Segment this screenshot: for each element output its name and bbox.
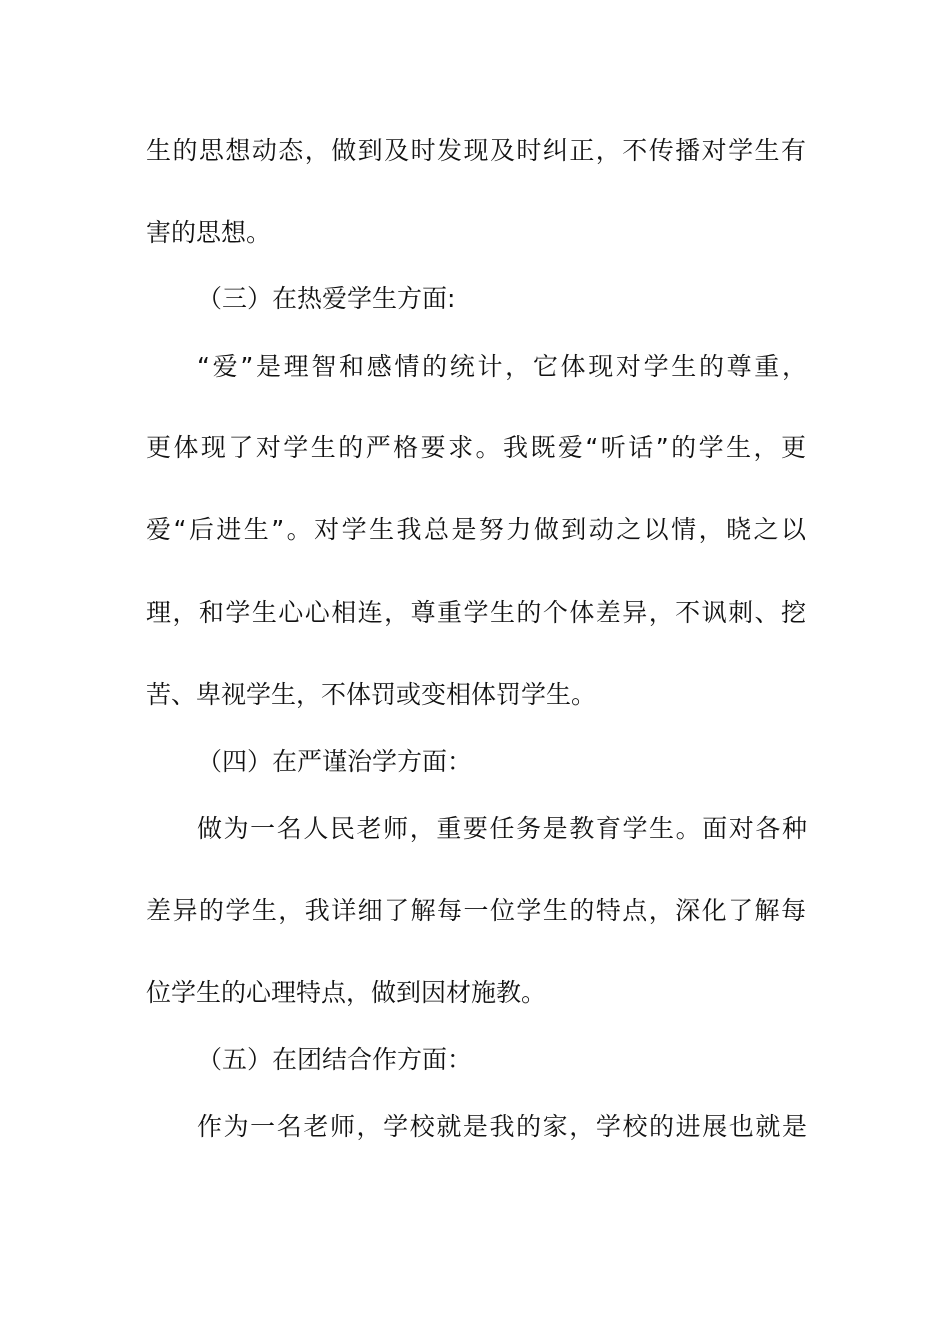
paragraph-line: 理，和学生心心相连，尊重学生的个体差异，不讽刺、挖 [146, 598, 806, 627]
paragraph-line: 生的思想动态，做到及时发现及时纠正，不传播对学生有 [146, 136, 806, 165]
paragraph-line: 作为一名老师，学校就是我的家，学校的进展也就是 [197, 1112, 807, 1141]
paragraph-line: 更体现了对学生的严格要求。我既爱“听话”的学生，更 [146, 433, 806, 462]
paragraph-line: 苦、卑视学生，不体罚或变相体罚学生。 [146, 680, 597, 709]
section-heading: （三）在热爱学生方面: [197, 284, 456, 313]
section-heading: （五）在团结合作方面： [197, 1045, 473, 1074]
paragraph-line: 做为一名人民老师，重要任务是教育学生。面对各种 [197, 814, 807, 843]
paragraph-line: 位学生的心理特点，做到因材施教。 [146, 978, 547, 1007]
paragraph-line: 害的思想。 [146, 218, 272, 247]
section-heading: （四）在严谨治学方面： [197, 747, 473, 776]
paragraph-line: 差异的学生，我详细了解每一位学生的特点，深化了解每 [146, 896, 806, 925]
paragraph-line: 爱“后进生”。对学生我总是努力做到动之以情，晓之以 [146, 515, 806, 544]
paragraph-line: “爱”是理智和感情的统计，它体现对学生的尊重， [197, 352, 807, 381]
